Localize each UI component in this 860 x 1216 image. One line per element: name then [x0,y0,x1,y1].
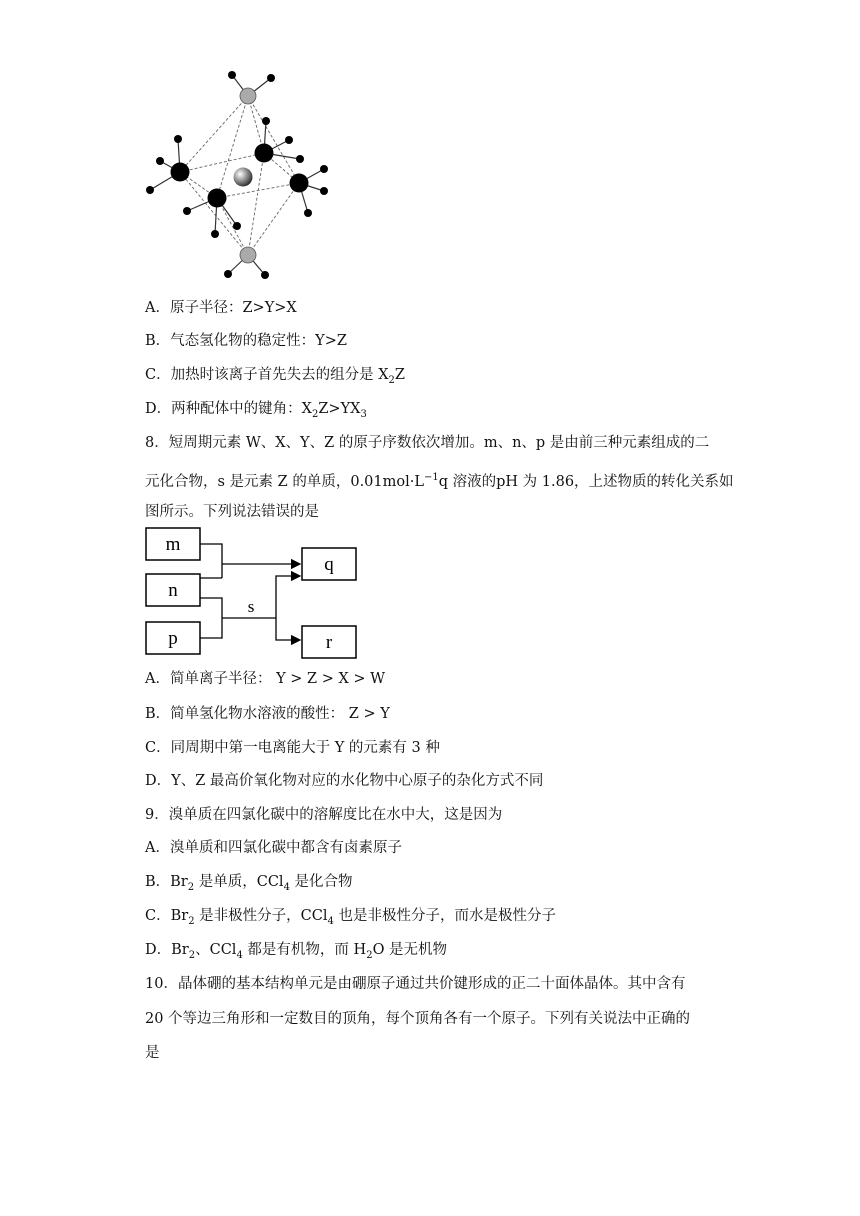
q8-stem-line-2 [145,468,734,492]
q9-option-b [145,872,353,898]
option-text: 是化合物 [289,874,353,890]
q7-option-c [145,365,405,391]
subscript: 2 [187,881,195,893]
q10-stem-line-3: 是 [145,1045,160,1061]
option-text: 加热时该离子首先失去的组分是 X [170,367,389,383]
subscript: 2 [388,374,395,386]
q10-stem-line-1: 10．晶体硼的基本结构单元是由硼原子通过共价键形成的正二十面体晶体。其中含有 [145,976,686,992]
option-text: 是非极性分子，CCl [194,908,328,924]
subscript: 2 [311,408,319,420]
q7-option-a [145,298,297,318]
option-text: 原子半径：Z>Y>X [169,300,297,316]
stem-text: q 溶液的pH 为 1.86，上述物质的转化关系如 [438,473,734,490]
option-letter: B． [145,333,171,349]
stem-text: 元化合物，s 是元素 Z 的单质，0.01mol·L [145,473,424,490]
diagram-connectors [200,544,300,640]
option-text: 气态氢化物的稳定性：Y>Z [170,333,347,349]
option-text: 是单质，CCl [194,874,284,890]
option-text: Y、Z 最高价氧化物对应的水化物中心原子的杂化方式不同 [171,773,544,789]
subscript: 2 [188,915,195,927]
option-letter: D． [145,942,172,958]
option-letter: D． [145,401,172,417]
option-text: 也是非极性分子，而水是极性分子 [333,908,556,924]
subscript: 4 [236,949,243,961]
label-p: p [168,628,178,649]
q8-option-c [145,738,440,758]
subscript: 4 [283,881,290,893]
option-letter: A． [145,671,170,687]
superscript: −1 [423,472,439,483]
q8-stem-line-3: 图所示。下列说法错误的是 [145,504,319,520]
q10-stem-line-2: 20 个等边三角形和一定数目的顶角，每个顶角各有一个原子。下列有关说法中正确的 [145,1011,691,1027]
q9-stem: 9．溴单质在四氯化碳中的溶解度比在水中大，这是因为 [145,807,503,823]
option-letter: C． [145,908,171,924]
octahedral-complex-figure [140,62,340,290]
option-letter: D． [145,773,172,789]
option-text: Z [394,367,405,383]
option-letter: A． [145,300,170,316]
q8-option-d [145,771,543,791]
option-text: Br [170,908,189,924]
option-letter: B． [145,874,171,890]
label-r: r [325,632,333,653]
q7-option-d [145,399,367,425]
option-text: Z>YX [318,401,361,417]
q7-option-b [145,331,347,351]
label-q: q [324,554,334,575]
option-letter: C． [145,740,171,756]
option-text: 简单氢化物水溶液的酸性： Z > Y [170,706,390,722]
q8-stem-line-1: 8．短周期元素 W、X、Y、Z 的原子序数依次增加。m、n、p 是由前三种元素组成的二 [145,435,710,451]
q9-option-a [145,838,402,858]
label-s: s [247,597,255,616]
option-text: 都是有机物，而 H [242,942,367,958]
q8-option-b [145,704,390,724]
q9-option-c [145,906,556,932]
option-text: 同周期中第一电离能大于 Y 的元素有 3 种 [170,740,440,756]
option-text: Br [171,942,189,958]
option-text: 两种配体中的键角：X [171,401,312,417]
subscript: 4 [327,915,334,927]
option-text: 溴单质和四氯化碳中都含有卤素原子 [169,840,402,856]
q9-option-d [145,940,447,966]
option-letter: C． [145,367,171,383]
label-n: n [168,580,178,601]
label-m: m [165,534,181,555]
subscript: 2 [188,949,196,961]
option-text: O 是无机物 [372,942,448,958]
option-text: Br [170,874,188,890]
central-metal-ion [234,168,253,187]
q8-option-a [145,669,385,689]
subscript: 2 [366,949,373,961]
q8-transformation-diagram [140,526,370,662]
option-text: 、CCl [195,942,237,958]
subscript: 3 [360,408,367,420]
option-letter: B． [145,706,171,722]
option-letter: A． [145,840,170,856]
option-text: 简单离子半径： Y > Z > X > W [169,671,386,687]
